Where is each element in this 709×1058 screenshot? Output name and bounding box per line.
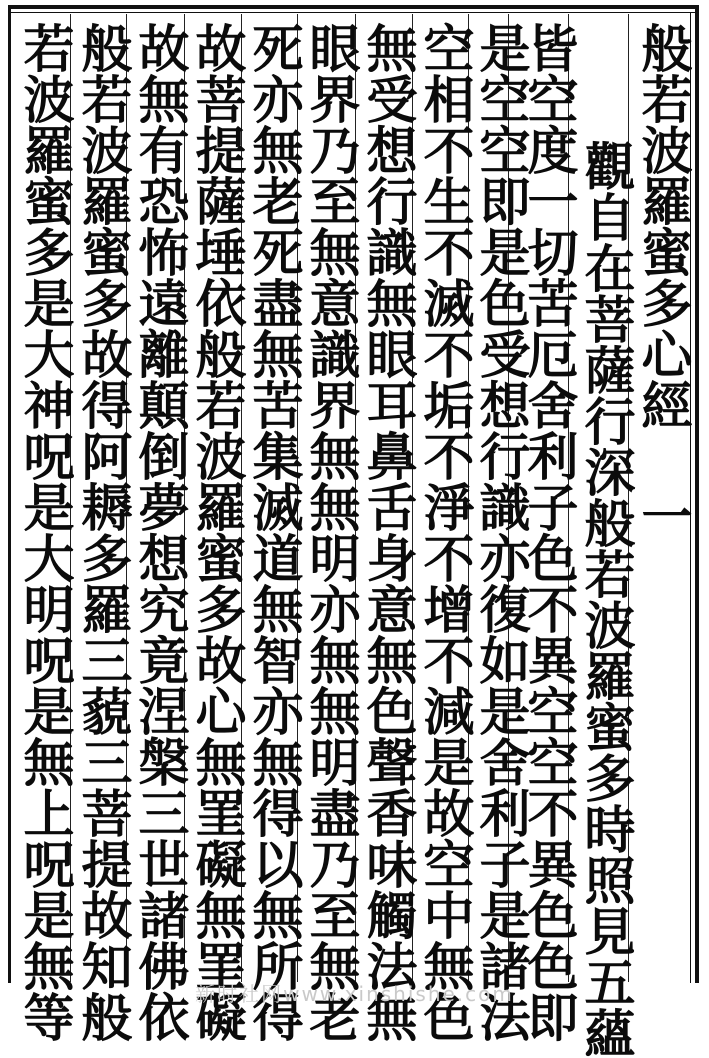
text-column-9: 故無有恐怖遠離顛倒夢想究竟涅槃三世諸佛依 — [129, 22, 189, 1042]
text-column-5: 無受想行識無眼耳鼻舌身意無色聲香味觸法無 — [357, 22, 417, 1042]
watermark: 新时社网www.xinshishe.com — [195, 982, 514, 1006]
page-border-top-inner — [8, 12, 699, 13]
text-column-11: 若波羅蜜多是大神呪是大明呪是無上呪是無等 — [14, 22, 74, 1042]
text-column-8: 故菩提薩埵依般若波羅蜜多故心無罣礙無罣礙 — [186, 22, 246, 1042]
text-column-4: 空相不生不滅不垢不淨不增不減是故空中無色 — [414, 22, 474, 1042]
page-border-right — [695, 5, 699, 983]
page-border-top — [8, 5, 699, 9]
sutra-title: 般若波羅蜜多心經 一 — [632, 22, 692, 541]
text-column-6: 眼界乃至無意識界無無明亦無無明盡乃至無老 — [300, 22, 360, 1042]
text-column-3: 是空空即是色受想行識亦復如是舍利子是諸法 — [470, 22, 530, 1042]
page-border-left — [8, 5, 11, 983]
text-column-1: 觀自在菩薩行深般若波羅蜜多時照見五蘊 — [575, 140, 635, 1058]
text-column-10: 般若波羅蜜多故得阿耨多羅三藐三菩提故知般 — [72, 22, 132, 1042]
text-column-7: 死亦無老死盡無苦集滅道無智亦無得以無所得 — [243, 22, 303, 1042]
text-column-2: 皆空度一切苦厄舍利子色不異空空不異色色即 — [518, 22, 578, 1042]
